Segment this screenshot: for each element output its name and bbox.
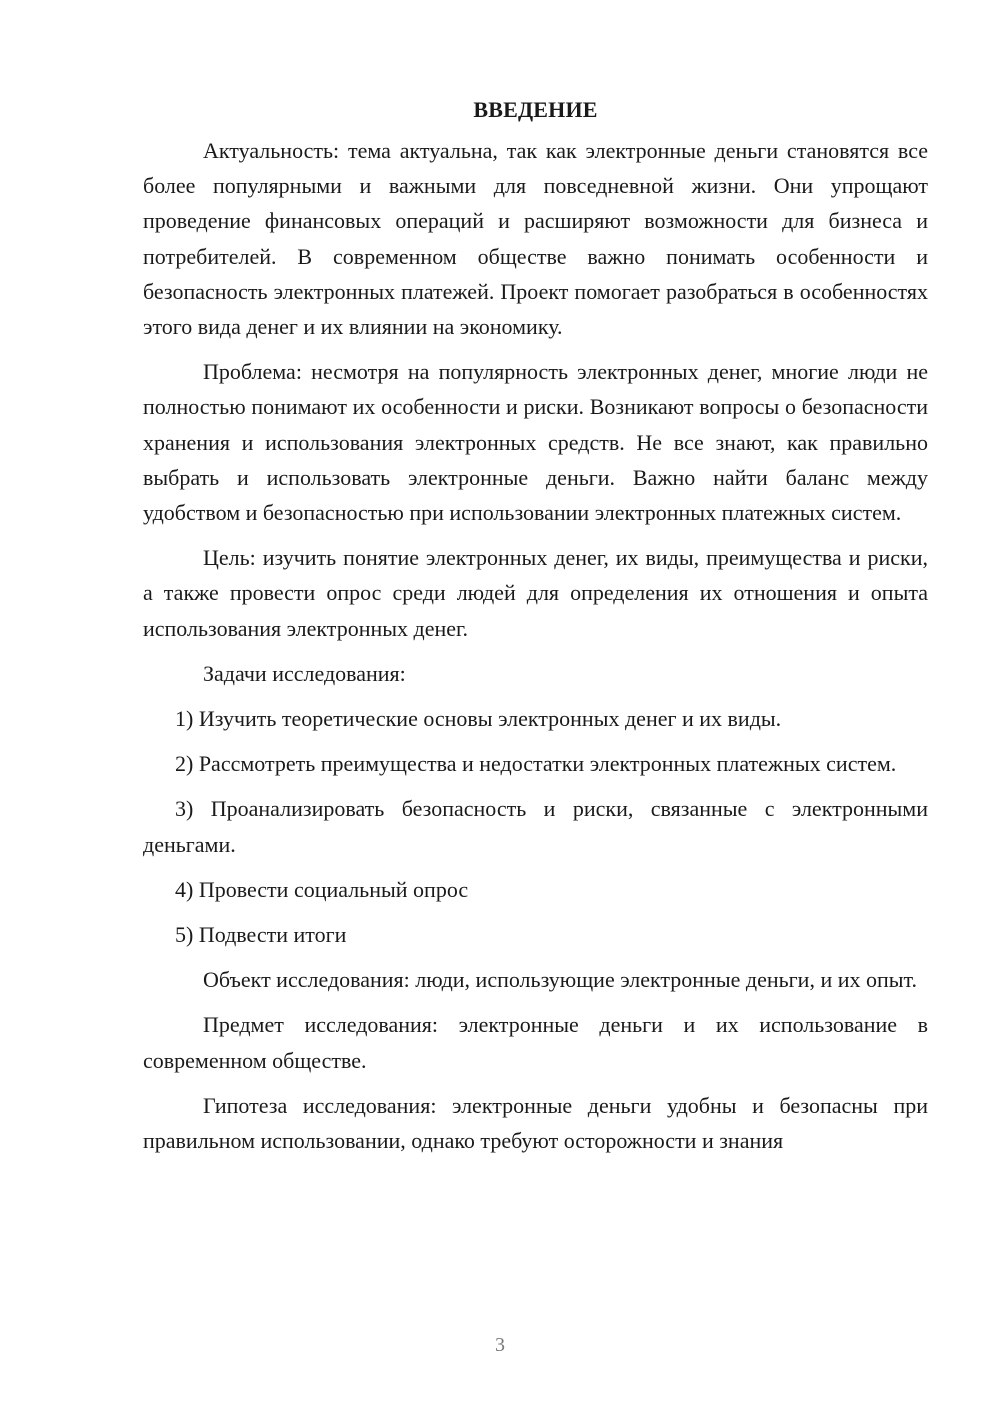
task-item-2: 2) Рассмотреть преимущества и недостатки электронных платежных систем. bbox=[175, 751, 897, 777]
paragraph-goal: Цель: изучить понятие электронных денег, их виды, преимущества и риски, а также провести опрос среди людей для определения их отношения и опыта использования электронных денег. bbox=[143, 545, 928, 641]
paragraph-problem: Проблема: несмотря на популярность электронных денег, многие люди не полностью понимают их особенности и риски. Возникают вопросы о безопасности хранения и использования электронных средств. Не все знают, как правильно выбрать и использовать электронные деньги. Важно найти баланс между удобством и безопасностью при использовании электронных платежных систем. bbox=[143, 359, 928, 526]
paragraph-relevance: Актуальность: тема актуальна, так как электронные деньги становятся все более популярными и важными для повседневной жизни. Они упрощают проведение финансовых операций и расширяют возможности для бизнеса и потребителей. В современном обществе важно понимать особенности и безопасность электронных платежей. Проект помогает разобраться в особенностях этого вида денег и их влиянии на экономику. bbox=[143, 138, 928, 340]
task-item-3: 3) Проанализировать безопасность и риски, связанные с электронными деньгами. bbox=[143, 796, 928, 857]
section-title: ВВЕДЕНИЕ bbox=[473, 97, 598, 122]
task-item-5: 5) Подвести итоги bbox=[175, 922, 347, 948]
paragraph-subject: Предмет исследования: электронные деньги и их использование в современном обществе. bbox=[143, 1012, 928, 1073]
tasks-heading: Задачи исследования: bbox=[203, 660, 406, 686]
page-number: 3 bbox=[495, 1334, 505, 1356]
paragraph-hypothesis: Гипотеза исследования: электронные деньги удобны и безопасны при правильном использовании, однако требуют осторожности и знания bbox=[143, 1092, 928, 1154]
paragraph-object: Объект исследования: люди, использующие электронные деньги, и их опыт. bbox=[203, 967, 918, 993]
document-page bbox=[143, 92, 928, 1168]
task-item-1: 1) Изучить теоретические основы электронных денег и их виды. bbox=[175, 706, 782, 732]
task-item-4: 4) Провести социальный опрос bbox=[175, 876, 469, 902]
